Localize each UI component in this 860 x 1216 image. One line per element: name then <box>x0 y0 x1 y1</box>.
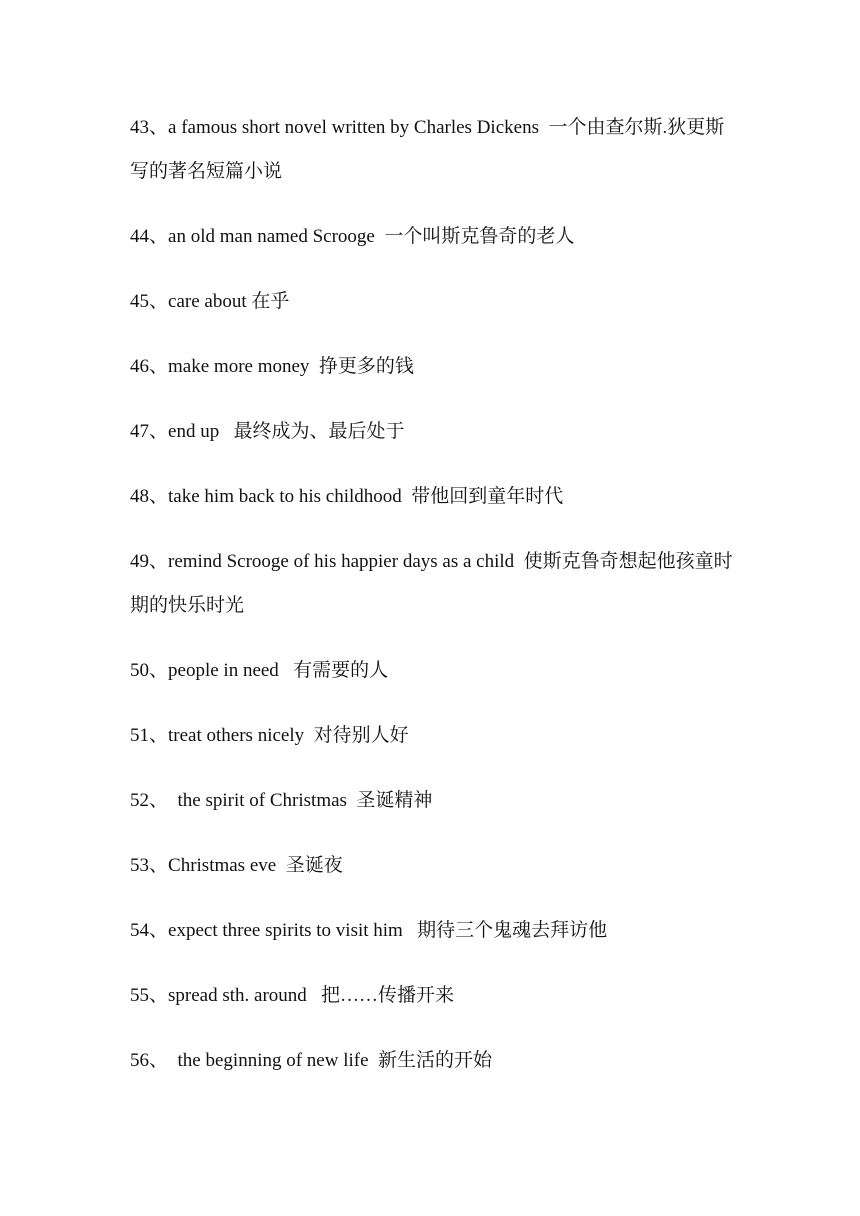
item-number: 52、 <box>130 790 169 811</box>
list-item <box>130 844 740 888</box>
english-phrase: the beginning of new life <box>168 1050 379 1071</box>
chinese-translation: 带他回到童年时代 <box>411 486 564 507</box>
list-item <box>130 649 740 693</box>
english-phrase: care about <box>168 291 252 312</box>
english-phrase: the spirit of Christmas <box>168 790 357 811</box>
list-item <box>130 215 740 259</box>
list-item <box>130 1039 740 1083</box>
english-phrase: treat others nicely <box>168 725 314 746</box>
chinese-translation: 期待三个鬼魂去拜访他 <box>417 920 608 941</box>
english-phrase: remind Scrooge of his happier days as a child <box>168 551 524 572</box>
chinese-translation: 最终成为、最后处于 <box>233 421 405 442</box>
item-number: 48、 <box>130 486 169 507</box>
chinese-translation: 一个叫斯克鲁奇的老人 <box>384 226 575 247</box>
list-item <box>130 345 740 389</box>
phrase-list <box>130 106 740 1104</box>
english-phrase: people in need <box>168 660 294 681</box>
english-phrase: make more money <box>168 356 319 377</box>
chinese-translation: 挣更多的钱 <box>318 356 414 377</box>
list-item <box>130 280 740 324</box>
list-item <box>130 714 740 758</box>
item-number: 43、 <box>130 117 169 138</box>
english-phrase: take him back to his childhood <box>168 486 412 507</box>
english-phrase: an old man named Scrooge <box>168 226 385 247</box>
item-number: 46、 <box>130 356 169 377</box>
item-number: 55、 <box>130 985 169 1006</box>
list-item <box>130 106 740 194</box>
chinese-translation: 有需要的人 <box>293 660 389 681</box>
chinese-translation: 新生活的开始 <box>378 1050 493 1071</box>
item-number: 50、 <box>130 660 169 681</box>
list-item <box>130 540 740 628</box>
english-phrase: spread sth. around <box>168 985 322 1006</box>
item-number: 47、 <box>130 421 169 442</box>
item-number: 56、 <box>130 1050 169 1071</box>
english-phrase: a famous short novel written by Charles Dickens <box>168 117 549 138</box>
list-item <box>130 475 740 519</box>
chinese-translation: 圣诞夜 <box>285 855 343 876</box>
list-item <box>130 779 740 823</box>
english-phrase: Christmas eve <box>168 855 286 876</box>
chinese-translation: 对待别人好 <box>313 725 409 746</box>
chinese-translation: 把……传播开来 <box>321 985 455 1006</box>
item-number: 44、 <box>130 226 169 247</box>
english-phrase: end up <box>168 421 234 442</box>
list-item <box>130 410 740 454</box>
item-number: 51、 <box>130 725 169 746</box>
chinese-translation: 一个由查尔斯.狄更斯写的著名短篇小说 <box>130 117 725 182</box>
chinese-translation: 在乎 <box>251 291 290 312</box>
item-number: 53、 <box>130 855 169 876</box>
chinese-translation: 圣诞精神 <box>356 790 433 811</box>
item-number: 45、 <box>130 291 169 312</box>
item-number: 49、 <box>130 551 169 572</box>
chinese-translation: 使斯克鲁奇想起他孩童时期的快乐时光 <box>130 551 733 616</box>
list-item <box>130 909 740 953</box>
list-item <box>130 974 740 1018</box>
english-phrase: expect three spirits to visit him <box>168 920 418 941</box>
item-number: 54、 <box>130 920 169 941</box>
